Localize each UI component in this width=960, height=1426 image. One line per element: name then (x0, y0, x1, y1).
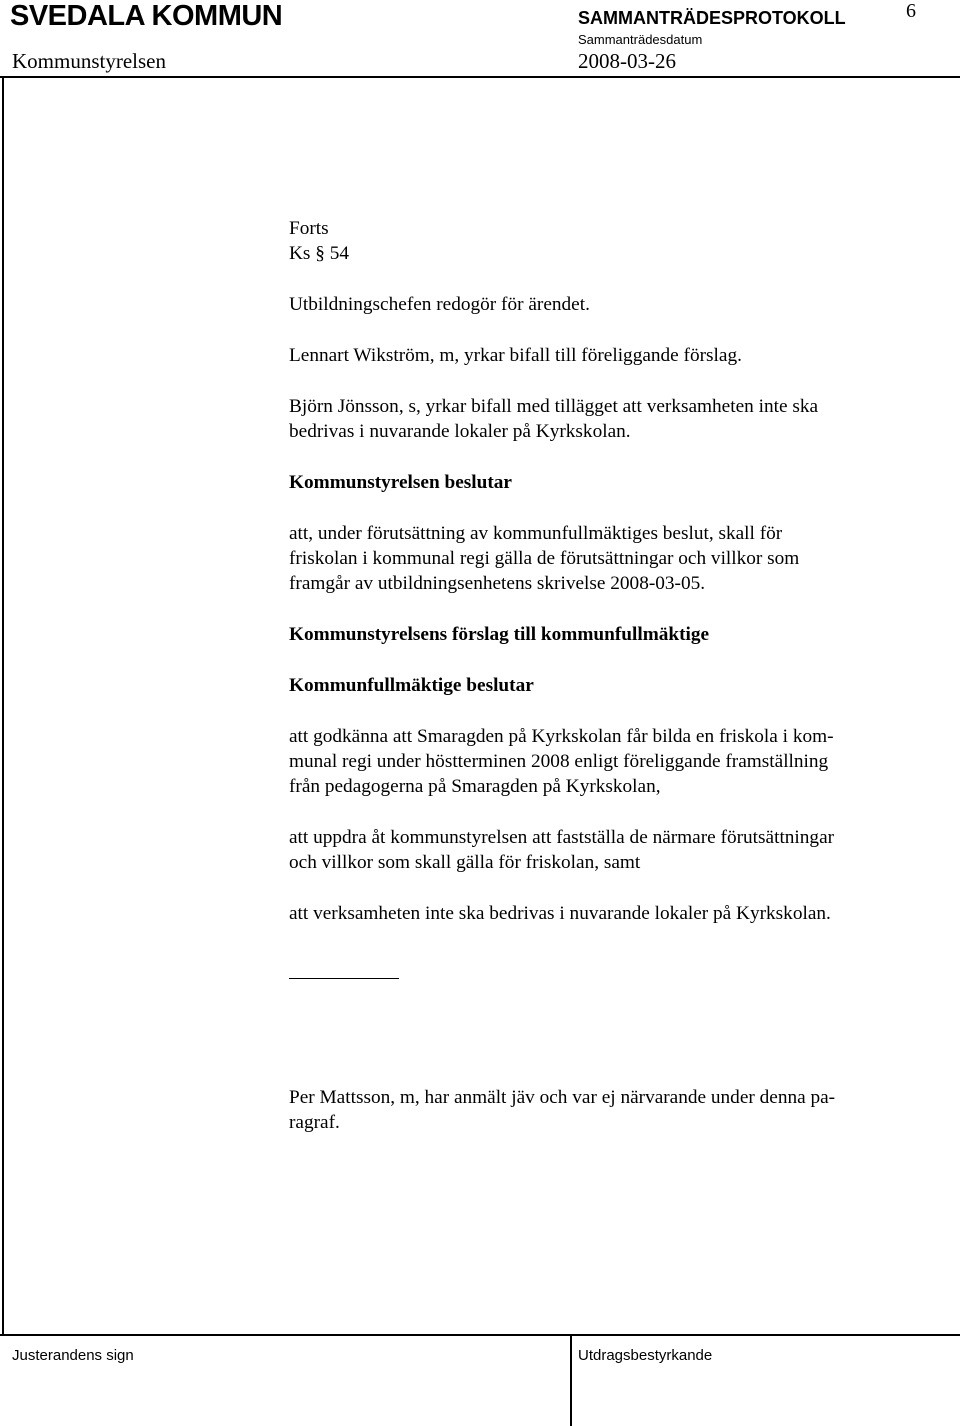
footer-divider (0, 1334, 960, 1336)
paragraph-motion-2-line-1: Björn Jönsson, s, yrkar bifall med tillägget att verksamheten inte ska (289, 396, 819, 417)
heading-council-decides: Kommunfullmäktige beslutar (289, 675, 534, 696)
section-end-rule (289, 978, 399, 979)
paragraph-decision-line-2: friskolan i kommunal regi gälla de förutsättningar och villkor som (289, 548, 800, 569)
minutes-body (289, 216, 925, 1135)
adjuster-signature-label: Justerandens sign (12, 1347, 134, 1364)
meeting-date-label: Sammanträdesdatum (578, 32, 703, 47)
heading-board-decides: Kommunstyrelsen beslutar (289, 472, 512, 493)
paragraph-approve-line-2: munal regi under höstterminen 2008 enligt föreliggande framställning (289, 751, 829, 772)
left-margin-rule (2, 76, 4, 1336)
body-name: Kommunstyrelsen (12, 49, 166, 73)
header-divider (0, 76, 960, 78)
page-number: 6 (906, 0, 916, 22)
municipality-name: SVEDALA KOMMUN (10, 0, 283, 32)
paragraph-decision-line-1: att, under förutsättning av kommunfullmäktiges beslut, skall för (289, 523, 783, 544)
paragraph-decision-line-3: framgår av utbildningsenhetens skrivelse 2008-03-05. (289, 573, 706, 594)
paragraph-premises: att verksamheten inte ska bedrivas i nuvarande lokaler på Kyrkskolan. (289, 903, 831, 924)
paragraph-assign-line-1: att uppdra åt kommunstyrelsen att fastställa de närmare förutsättningar (289, 827, 835, 848)
document-type: SAMMANTRÄDESPROTOKOLL (578, 8, 846, 28)
heading-board-proposal: Kommunstyrelsens förslag till kommunfullmäktige (289, 624, 710, 645)
paragraph-disqualification-line-2: ragraf. (289, 1112, 340, 1133)
footer-split-rule (570, 1334, 572, 1426)
meeting-date: 2008-03-26 (578, 49, 676, 73)
section-reference: Ks § 54 (289, 243, 349, 264)
paragraph-approve-line-3: från pedagogerna på Smaragden på Kyrkskolan, (289, 776, 661, 797)
paragraph-motion-2-line-2: bedrivas i nuvarande lokaler på Kyrkskolan. (289, 421, 631, 442)
paragraph-report: Utbildningschefen redogör för ärendet. (289, 294, 590, 315)
paragraph-approve-line-1: att godkänna att Smaragden på Kyrkskolan får bilda en friskola i kom- (289, 726, 834, 747)
continued-label: Forts (289, 218, 329, 239)
extract-certification-label: Utdragsbestyrkande (578, 1347, 713, 1364)
paragraph-disqualification-line-1: Per Mattsson, m, har anmält jäv och var ej närvarande under denna pa- (289, 1087, 836, 1108)
paragraph-motion-1: Lennart Wikström, m, yrkar bifall till föreliggande förslag. (289, 345, 742, 366)
paragraph-assign-line-2: och villkor som skall gälla för friskolan, samt (289, 852, 641, 873)
